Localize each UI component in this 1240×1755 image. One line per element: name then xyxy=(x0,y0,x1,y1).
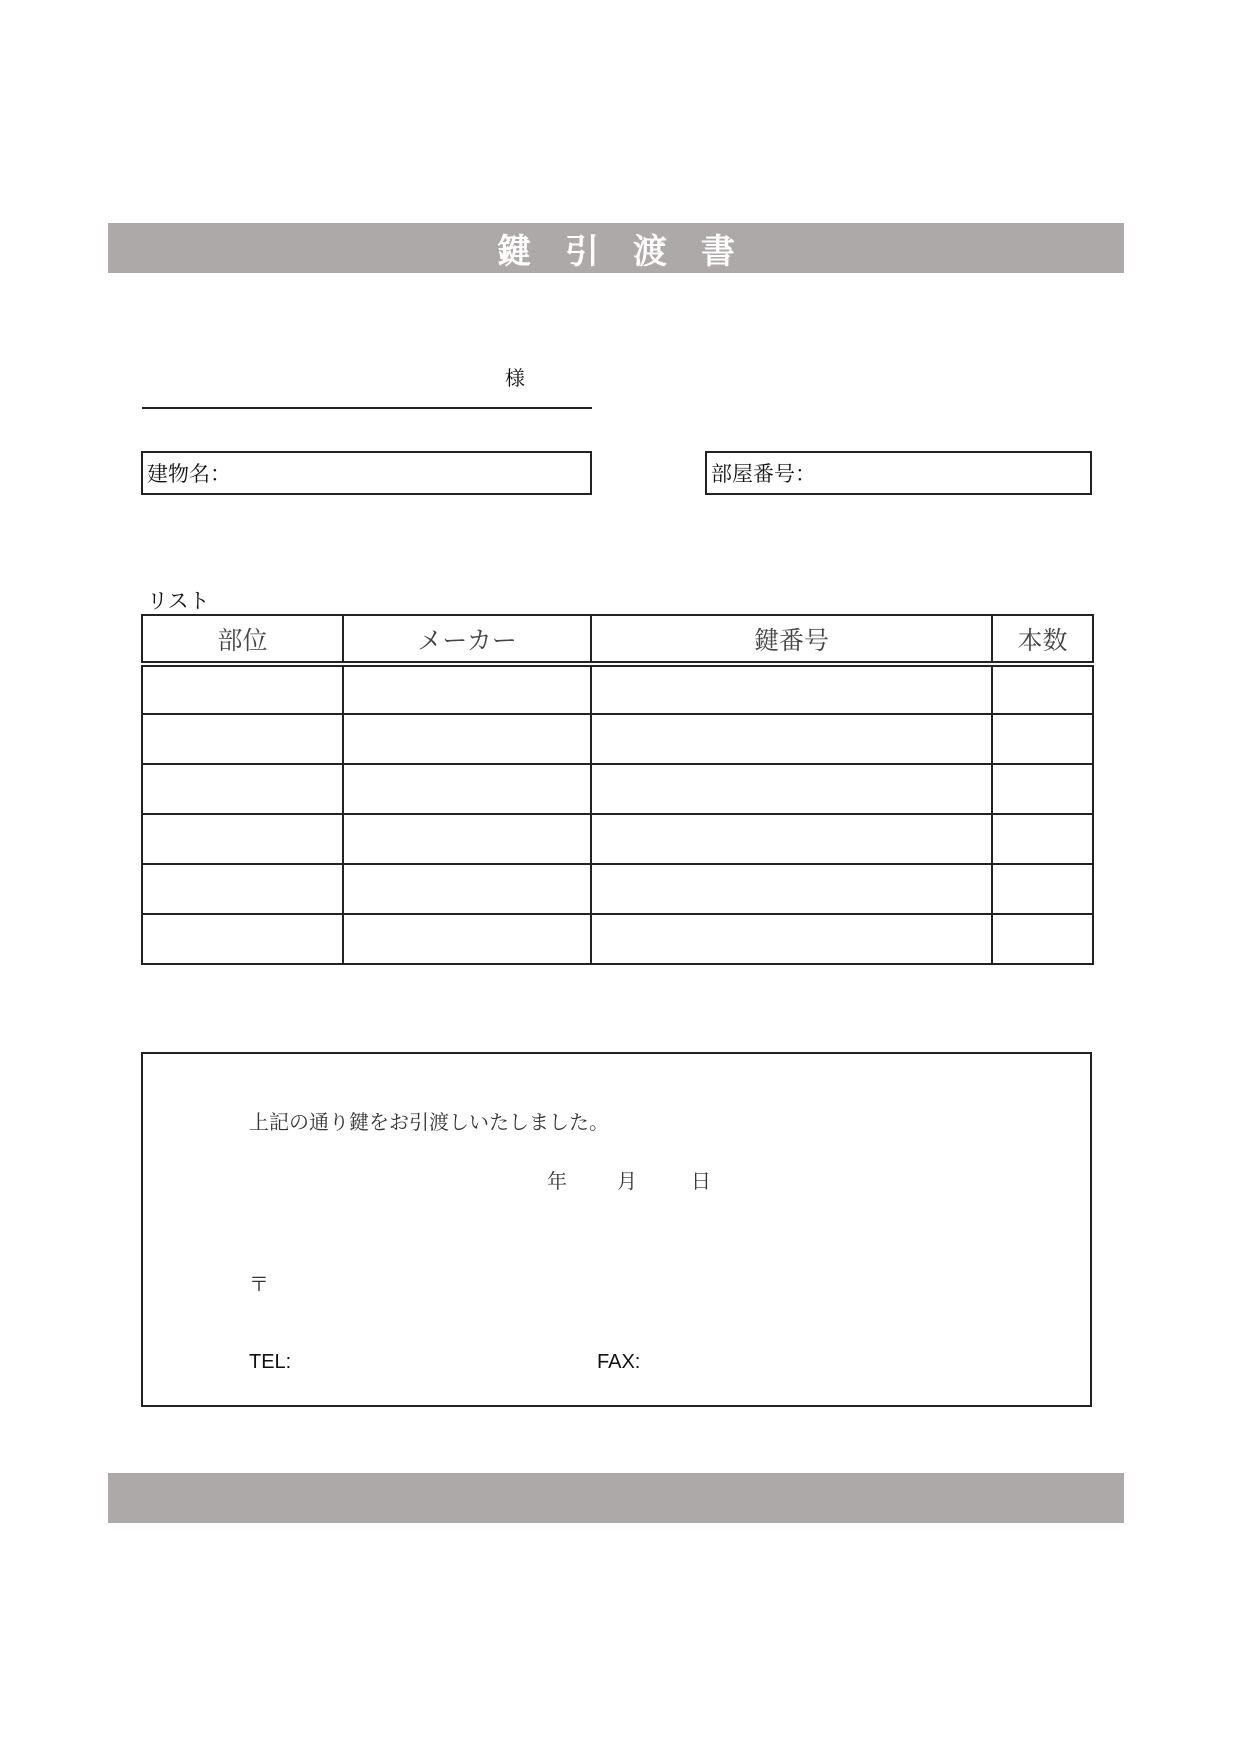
building-name-label: 建物名： xyxy=(147,462,231,486)
table-row xyxy=(142,664,1093,714)
cell-quantity[interactable] xyxy=(992,764,1093,814)
room-number-label: 部屋番号： xyxy=(711,462,816,486)
key-list-table xyxy=(141,614,1094,965)
cell-key-number[interactable] xyxy=(591,864,992,914)
date-month-label: 月 xyxy=(617,1169,637,1193)
cell-maker[interactable] xyxy=(343,814,591,864)
fax-label: FAX: xyxy=(597,1351,641,1373)
document-title: 鍵引渡書 xyxy=(497,231,769,272)
cell-quantity[interactable] xyxy=(992,714,1093,764)
cell-location[interactable] xyxy=(142,814,343,864)
footer-bar xyxy=(108,1473,1124,1523)
list-label: リスト xyxy=(147,589,210,613)
cell-location[interactable] xyxy=(142,664,343,714)
cell-quantity[interactable] xyxy=(992,864,1093,914)
cell-location[interactable] xyxy=(142,864,343,914)
cell-quantity[interactable] xyxy=(992,914,1093,964)
room-number-field[interactable] xyxy=(705,451,1092,495)
cell-maker[interactable] xyxy=(343,664,591,714)
cell-key-number[interactable] xyxy=(591,664,992,714)
postal-mark: 〒 xyxy=(249,1272,269,1296)
title-bar xyxy=(108,223,1124,273)
header-maker: メーカー xyxy=(343,615,591,664)
cell-maker[interactable] xyxy=(343,714,591,764)
recipient-name-line[interactable] xyxy=(142,407,592,409)
tel-label: TEL: xyxy=(249,1351,292,1373)
table-header-row xyxy=(142,615,1093,664)
date-day-label: 日 xyxy=(691,1169,711,1193)
table-row xyxy=(142,914,1093,964)
cell-location[interactable] xyxy=(142,914,343,964)
table-row xyxy=(142,864,1093,914)
cell-maker[interactable] xyxy=(343,864,591,914)
cell-key-number[interactable] xyxy=(591,714,992,764)
header-quantity: 本数 xyxy=(992,615,1093,664)
statement-box xyxy=(141,1052,1092,1407)
header-location: 部位 xyxy=(142,615,343,664)
cell-quantity[interactable] xyxy=(992,814,1093,864)
cell-location[interactable] xyxy=(142,764,343,814)
building-name-field[interactable] xyxy=(141,451,592,495)
cell-location[interactable] xyxy=(142,714,343,764)
cell-key-number[interactable] xyxy=(591,814,992,864)
cell-key-number[interactable] xyxy=(591,914,992,964)
table-row xyxy=(142,814,1093,864)
table-row xyxy=(142,714,1093,764)
cell-maker[interactable] xyxy=(343,764,591,814)
table-row xyxy=(142,764,1093,814)
recipient-honorific: 様 xyxy=(505,366,525,390)
cell-maker[interactable] xyxy=(343,914,591,964)
date-year-label: 年 xyxy=(547,1169,567,1193)
cell-key-number[interactable] xyxy=(591,764,992,814)
header-key-number: 鍵番号 xyxy=(591,615,992,664)
cell-quantity[interactable] xyxy=(992,664,1093,714)
statement-text: 上記の通り鍵をお引渡しいたしました。 xyxy=(249,1110,609,1134)
